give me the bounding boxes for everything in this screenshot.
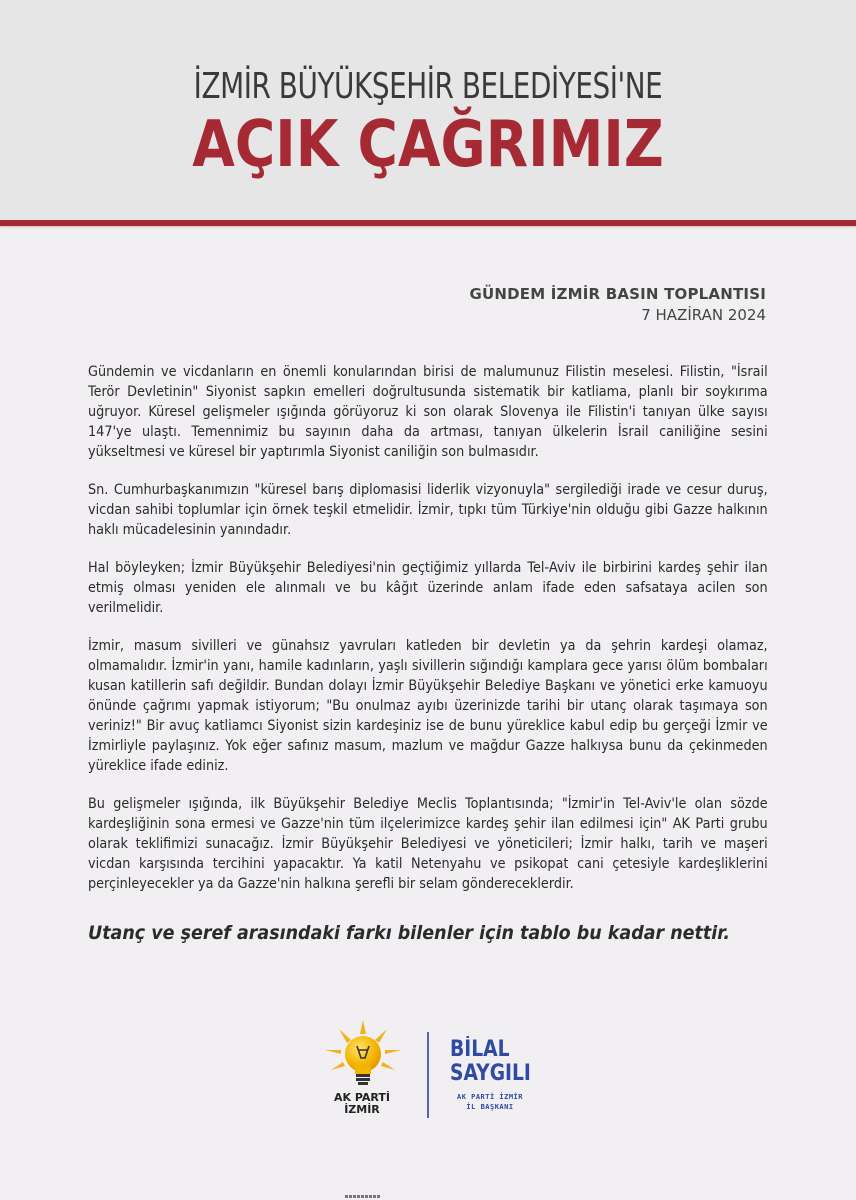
page-title: AÇIK ÇAĞRIMIZ — [192, 108, 664, 182]
lightbulb-icon — [325, 1020, 401, 1092]
logo-divider — [427, 1032, 429, 1118]
paragraph: Bu gelişmeler ışığında, ilk Büyükşehir Belediye Meclis Toplantısında; "İzmir'in Tel-Aviv'le olan sözde kardeşliğinin sona ermesi ve Gazze'nin tüm ilçelerimizce kardeş şehir ilan edilmesi için" AK Parti grubu olarak teklifimizi sunacağız. İzmir Büyükşehir Belediyesi ve yöneticileri; İzmir halkı, tarih ve maşeri vicdan karşısında tercihini yapacaktır. Ya katil Netenyahu ve psikopat cani çetesiyle kardeşliklerini perçinleyecekler ya da Gazze'nin halkına şerefli bir selam göndereceklerdir. — [88, 796, 768, 892]
paragraph: Sn. Cumhurbaşkanımızın "küresel barış diplomasisi liderlik vizyonuyla" sergilediği irade ve cesur duruş, vicdan sahibi toplumlar için örnek teşkil etmelidir. İzmir, tıpkı tüm Türkiye'nin olduğu gibi Gazze halkının haklı mücadelesinin yanındadır. — [88, 482, 768, 538]
paragraph: Gündemin ve vicdanların en önemli konularından birisi de malumunuz Filistin meselesi. Filistin, "İsrail Terör Devletinin" Siyonist sapkın emelleri doğrultusunda sistematik bir katliama, planlı bir soykırıma uğruyor. Küresel gelişmeler ışığında görüyoruz ki son olarak Slovenya ile Filistin'i tanıyan ülke sayısı 147'ye ulaştı. Temennimiz bu sayının daha da artması, tanıyan ülkelerin İsrail caniliğine sesini yükseltmesi ve küresel bir yaptırımla Siyonist caniliğin son bulmasıdır. — [88, 364, 768, 460]
party-name — [320, 1092, 404, 1116]
statement-body — [88, 362, 768, 912]
signatory-last-name: SAYGILI — [450, 1061, 531, 1086]
event-name: GÜNDEM İZMİR BASIN TOPLANTISI — [469, 285, 766, 303]
paragraph: Hal böyleyken; İzmir Büyükşehir Belediyesi'nin geçtiğimiz yıllarda Tel-Aviv ile birbirini kardeş şehir ilan etmiş olması yeniden ele alınmalı ve bu kâğıt üzerinde anlam ifade eden safsataya acilen son verilmelidir. — [88, 560, 768, 616]
closing-statement: Utanç ve şeref arasındaki farkı bilenler için tablo bu kadar nettir. — [88, 922, 731, 944]
party-name-line1: AK PARTİ — [333, 1091, 390, 1104]
press-meta — [469, 284, 766, 326]
signatory-first-name: BİLAL — [450, 1037, 510, 1062]
footer-signature — [320, 1020, 550, 1130]
header-banner — [0, 0, 856, 220]
party-name-line2: İZMİR — [344, 1103, 380, 1116]
event-date: 7 HAZİRAN 2024 — [641, 306, 766, 324]
ak-parti-logo — [320, 1020, 410, 1130]
header-divider — [0, 220, 856, 226]
signatory-title — [450, 1092, 530, 1112]
signatory-name — [450, 1038, 535, 1086]
signatory-title-line1: AK PARTİ İZMİR — [456, 1093, 523, 1101]
footer-mark — [345, 1195, 380, 1198]
header-addressee: İZMİR BÜYÜKŞEHİR BELEDİYESİ'NE — [193, 66, 663, 107]
paragraph: İzmir, masum sivilleri ve günahsız yavruları katleden bir devletin ya da şehrin kardeşi olamaz, olmamalıdır. İzmir'in yanı, hamile kadınların, yaşlı sivillerin sığındığı kamplara gece yarısı ölüm bombaları kusan katillerin safı değildir. Bundan dolayı İzmir Büyükşehir Belediye Başkanı ve yönetici erke kamuoyu önünde çağrımı yapmak istiyorum; "Bu onulmaz ayıbı üzerinizde tarihi bir utanç olarak taşımaya son veriniz!" Bir avuç katliamcı Siyonist sizin kardeşiniz ise de bunu yüreklice kabul edip bu gerçeği İzmir ve İzmirliyle paylaşınız. Yok eğer safınız masum, mazlum ve mağdur Gazze halkıysa bunu da çekinmeden yüreklice ifade ediniz. — [88, 638, 768, 774]
signatory-title-line2: İL BAŞKANI — [466, 1103, 514, 1111]
